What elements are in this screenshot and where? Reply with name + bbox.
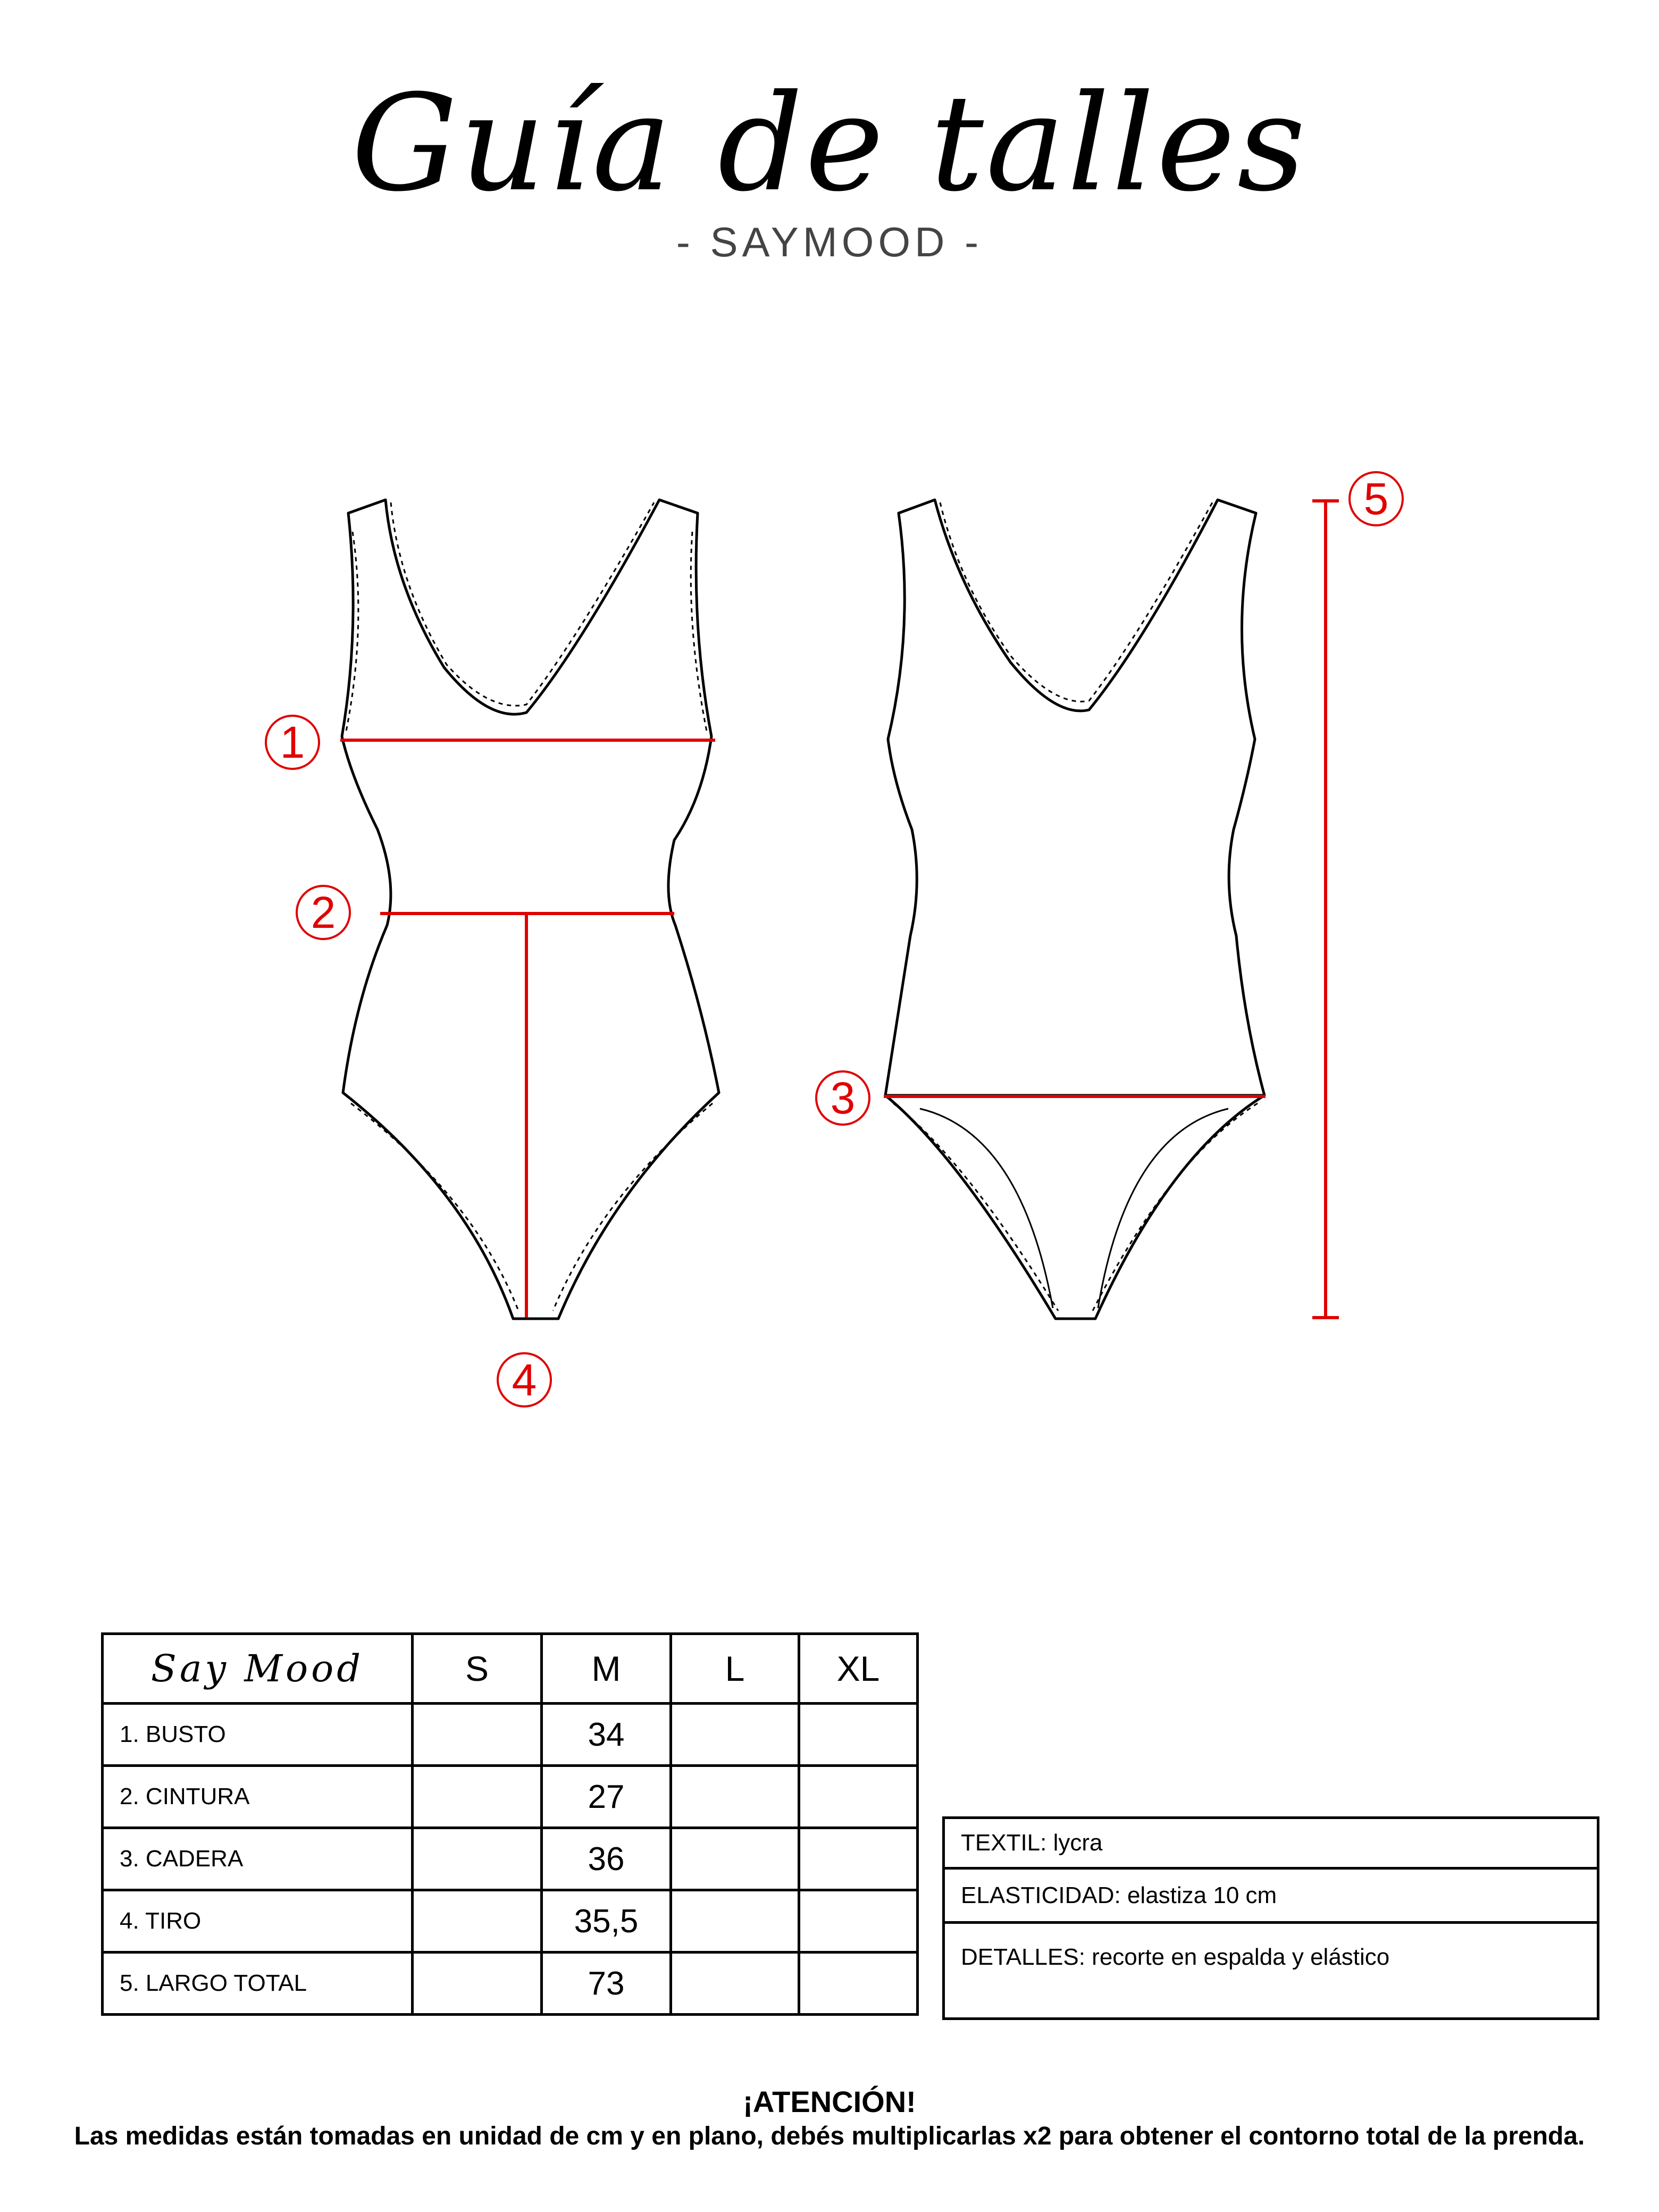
svg-text:2: 2 xyxy=(311,887,336,937)
cell-l xyxy=(671,1704,799,1766)
size-chart-table xyxy=(101,1632,919,2016)
table-row xyxy=(103,1953,918,2015)
marker-4 xyxy=(498,1353,551,1406)
cell-xl xyxy=(799,1704,918,1766)
logo-cell xyxy=(103,1634,413,1704)
cell-m: 36 xyxy=(542,1828,671,1890)
fabric-details-box xyxy=(942,1816,1599,2020)
marker-2 xyxy=(297,886,350,939)
cell-xl xyxy=(799,1828,918,1890)
brand-subtitle: - SAYMOOD - xyxy=(676,219,983,265)
svg-text:5: 5 xyxy=(1363,474,1389,524)
cell-s xyxy=(413,1766,542,1828)
col-header-l: L xyxy=(671,1634,799,1704)
svg-text:3: 3 xyxy=(830,1073,856,1123)
cell-l xyxy=(671,1766,799,1828)
notice-text: Las medidas están tomadas en unidad de cm y en plano, debés multiplicarlas x2 para obtener el contorno total de la prenda. xyxy=(74,2122,1585,2150)
page-title: Guía de talles xyxy=(351,66,1308,221)
cell-l xyxy=(671,1890,799,1953)
cell-m: 27 xyxy=(542,1766,671,1828)
cell-xl xyxy=(799,1953,918,2015)
marker-3 xyxy=(816,1071,869,1125)
cell-xl xyxy=(799,1890,918,1953)
back-bodysuit-drawing xyxy=(885,500,1264,1319)
row-label: 4. TIRO xyxy=(103,1890,413,1953)
col-header-s: S xyxy=(413,1634,542,1704)
measurement-lines xyxy=(340,501,1339,1318)
table-row xyxy=(103,1766,918,1828)
cell-l xyxy=(671,1953,799,2015)
front-bodysuit-drawing xyxy=(342,500,719,1319)
svg-text:1: 1 xyxy=(280,717,305,767)
row-label: 2. CINTURA xyxy=(103,1766,413,1828)
row-label: 5. LARGO TOTAL xyxy=(103,1953,413,2015)
brand-logo: Say Mood xyxy=(150,1647,364,1690)
cell-l xyxy=(671,1828,799,1890)
svg-text:4: 4 xyxy=(512,1355,537,1405)
cell-m: 34 xyxy=(542,1704,671,1766)
cell-s xyxy=(413,1953,542,2015)
elasticidad-row: ELASTICIDAD: elastiza 10 cm xyxy=(945,1870,1597,1924)
textil-row: TEXTIL: lycra xyxy=(945,1819,1597,1870)
cell-xl xyxy=(799,1766,918,1828)
table-header-row xyxy=(103,1634,918,1704)
cell-s xyxy=(413,1704,542,1766)
cell-m: 35,5 xyxy=(542,1890,671,1953)
col-header-m: M xyxy=(542,1634,671,1704)
cell-s xyxy=(413,1890,542,1953)
cell-s xyxy=(413,1828,542,1890)
table-row xyxy=(103,1890,918,1953)
row-label: 3. CADERA xyxy=(103,1828,413,1890)
row-label: 1. BUSTO xyxy=(103,1704,413,1766)
table-row xyxy=(103,1704,918,1766)
cell-m: 73 xyxy=(542,1953,671,2015)
notice-title: ¡ATENCIÓN! xyxy=(743,2085,916,2118)
detalles-row: DETALLES: recorte en espalda y elástico xyxy=(961,1944,1390,1970)
marker-5 xyxy=(1350,472,1403,525)
table-row xyxy=(103,1828,918,1890)
marker-1 xyxy=(266,716,319,769)
col-header-xl: XL xyxy=(799,1634,918,1704)
